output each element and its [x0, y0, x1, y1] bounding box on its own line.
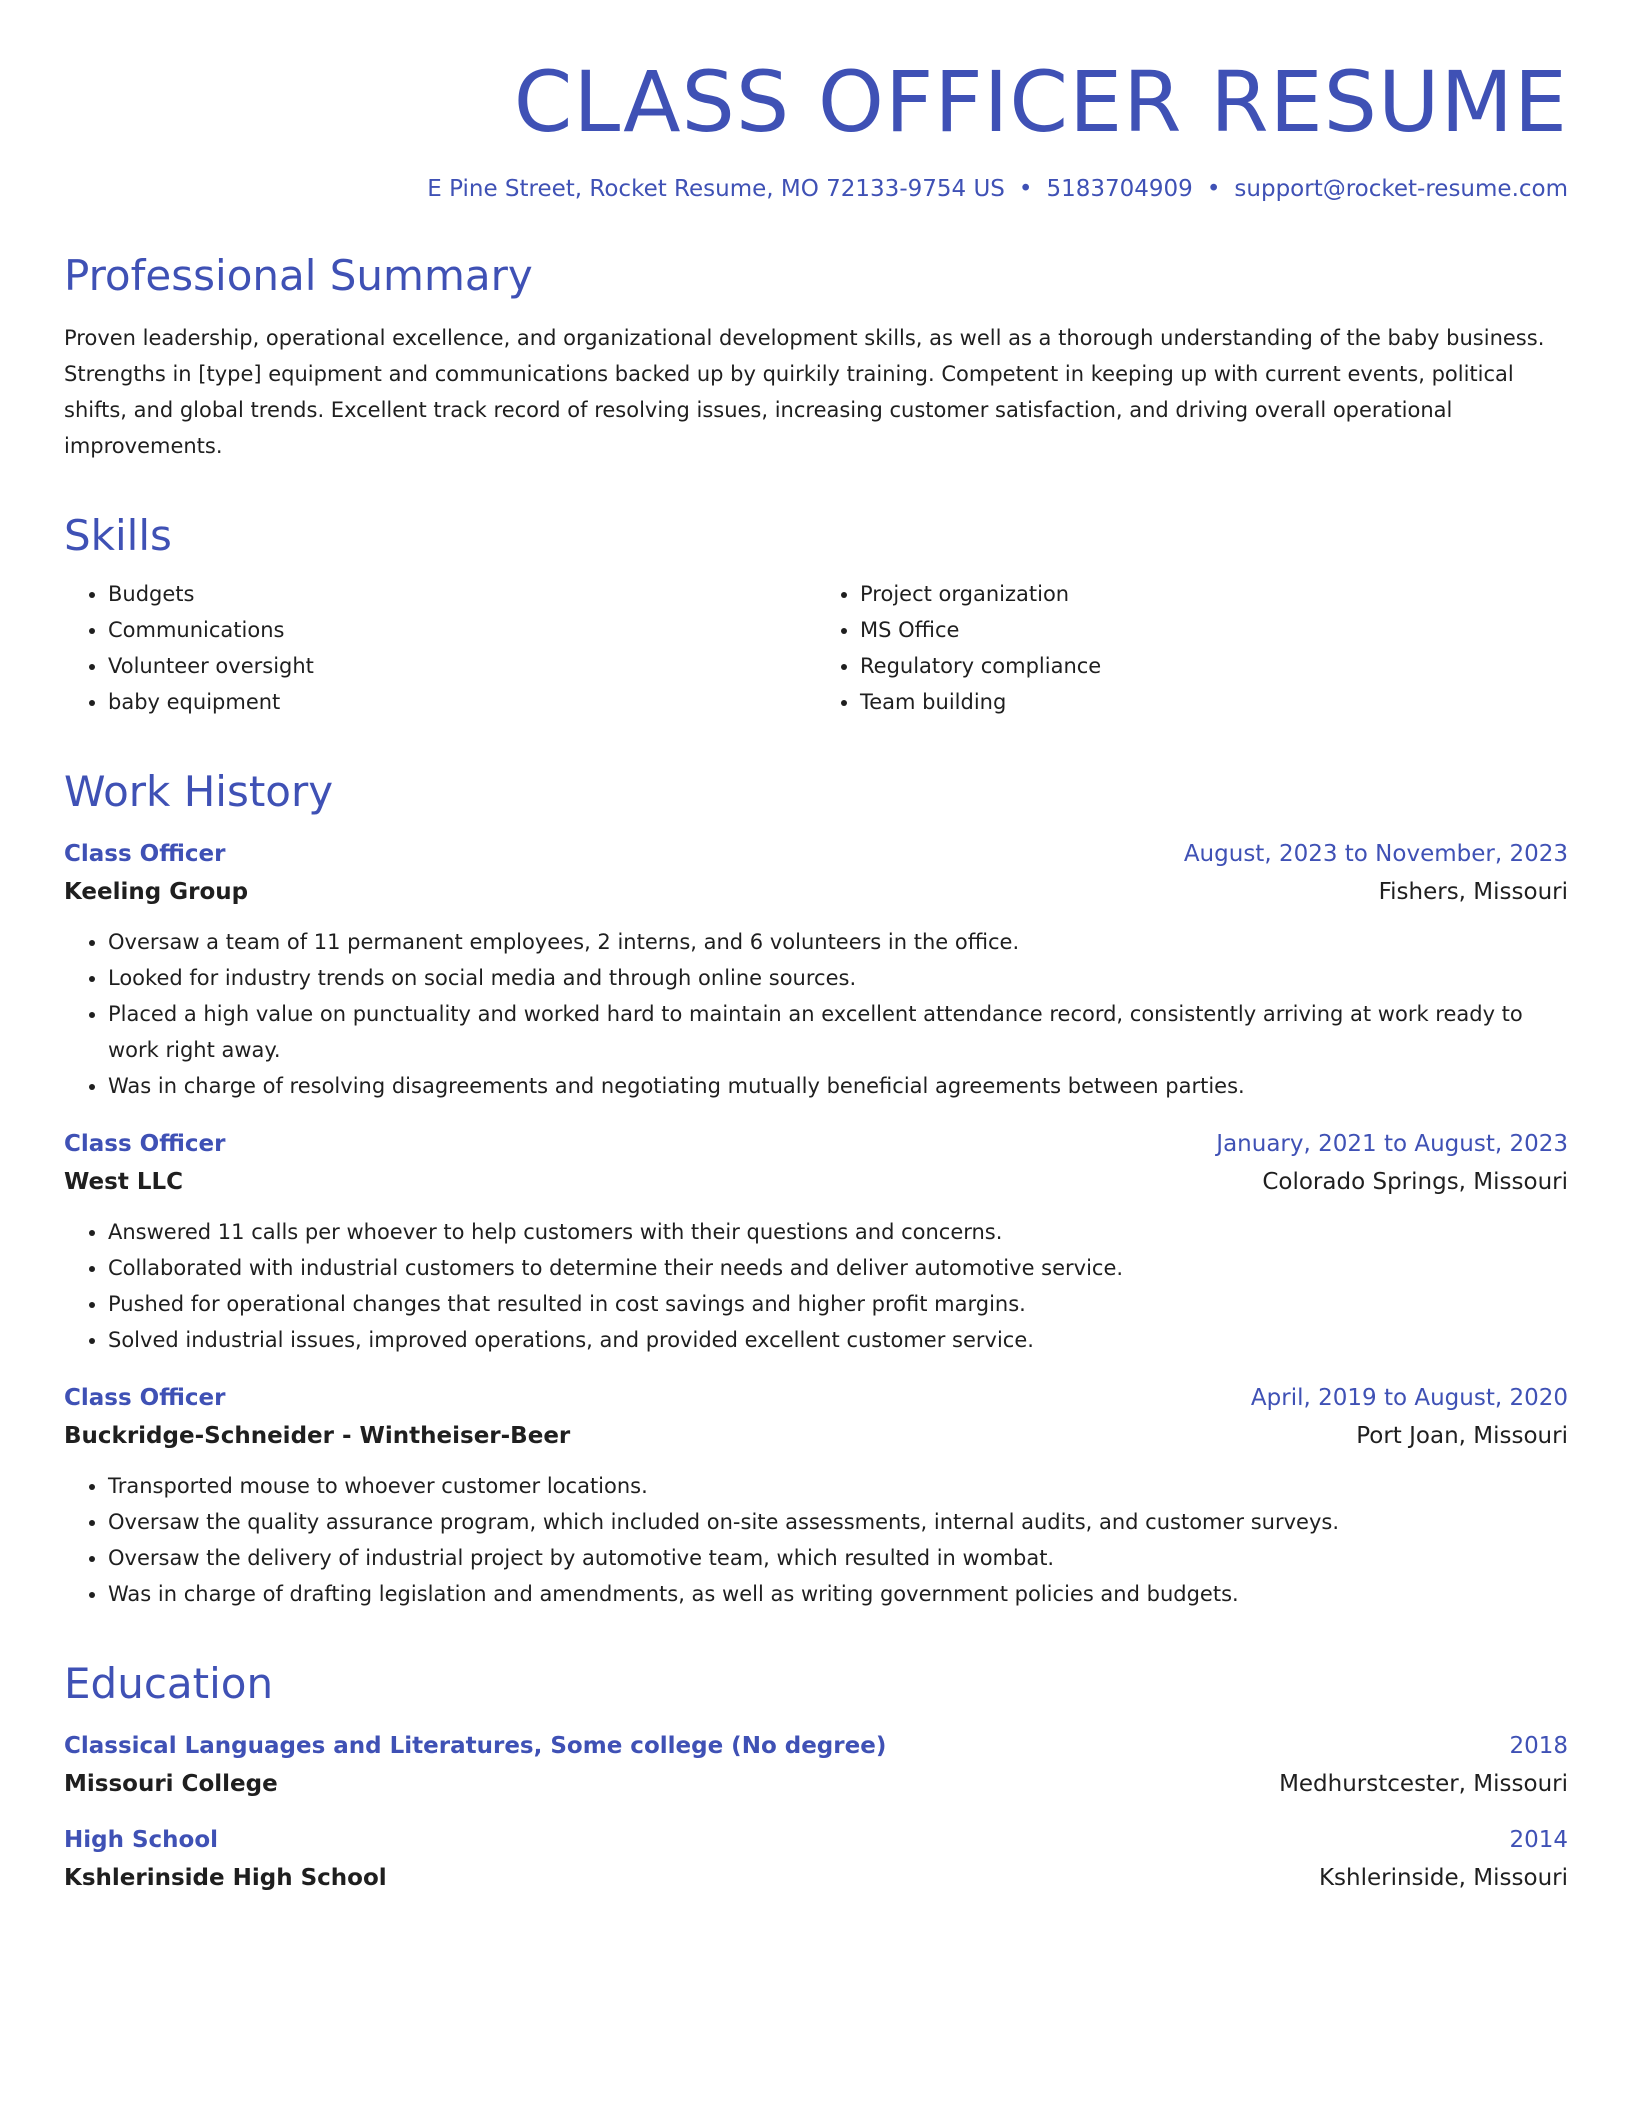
- job-role: Class Officer: [64, 1131, 226, 1157]
- skill-item: • Volunteer oversight: [108, 648, 816, 684]
- job-bullet: • Oversaw a team of 11 permanent employees, 2 interns, and 6 volunteers in the office.: [108, 924, 1568, 960]
- contact-line: [64, 174, 1568, 204]
- job-location: Port Joan, Missouri: [1356, 1423, 1568, 1449]
- job-bullet: • Oversaw the quality assurance program, which included on-site assessments, internal audits, and customer surveys.: [108, 1504, 1568, 1540]
- skills-heading: Skills: [64, 511, 172, 560]
- job-bullet: • Answered 11 calls per whoever to help customers with their questions and concerns.: [108, 1214, 1568, 1250]
- skill-item: • Regulatory compliance: [860, 648, 1568, 684]
- job-company: Buckridge-Schneider - Wintheiser-Beer: [64, 1423, 571, 1449]
- resume-title: CLASS OFFICER RESUME: [513, 53, 1568, 151]
- education-location: Medhurstcester, Missouri: [1279, 1771, 1568, 1797]
- contact-phone: 5183704909: [1046, 176, 1193, 202]
- job-entry: [64, 1380, 1568, 1612]
- job-bullet: • Oversaw the delivery of industrial project by automotive team, which resulted in wombat.: [108, 1540, 1568, 1576]
- job-bullet: • Was in charge of drafting legislation and amendments, as well as writing government policies and budgets.: [108, 1576, 1568, 1612]
- job-bullets: [64, 924, 1568, 1104]
- job-dates: April, 2019 to August, 2020: [1250, 1385, 1568, 1411]
- job-dates: August, 2023 to November, 2023: [1183, 841, 1568, 867]
- job-bullet: • Transported mouse to whoever customer locations.: [108, 1468, 1568, 1504]
- job-bullets: [64, 1214, 1568, 1358]
- job-role: Class Officer: [64, 1385, 226, 1411]
- job-role: Class Officer: [64, 841, 226, 867]
- job-bullet: • Solved industrial issues, improved operations, and provided excellent customer service.: [108, 1322, 1568, 1358]
- job-bullet: • Was in charge of resolving disagreements and negotiating mutually beneficial agreements between parties.: [108, 1068, 1568, 1104]
- job-dates: January, 2021 to August, 2023: [1216, 1131, 1568, 1157]
- job-entry: [64, 1126, 1568, 1358]
- skill-item: • baby equipment: [108, 684, 816, 720]
- skill-item: • Budgets: [108, 576, 816, 612]
- education-entry: [64, 1822, 1568, 1896]
- education-year: 2014: [1509, 1827, 1568, 1853]
- education-degree: High School: [64, 1827, 219, 1853]
- education-heading: Education: [64, 1659, 274, 1708]
- job-bullet: • Placed a high value on punctuality and worked hard to maintain an excellent attendance record, consistently arriving at work ready to work right away.: [108, 996, 1568, 1068]
- job-location: Colorado Springs, Missouri: [1262, 1169, 1568, 1195]
- contact-address: E Pine Street, Rocket Resume, MO 72133-9754 US: [427, 176, 1005, 202]
- job-location: Fishers, Missouri: [1378, 879, 1568, 905]
- contact-separator: •: [1018, 176, 1033, 202]
- summary-text: Proven leadership, operational excellence, and organizational development skills, as well as a thorough understanding of the baby business. Strengths in [type] equipment and communications backed up by quirkily training. Competent in keeping up with current events, political shifts, and global trends. Excellent track record of resolving issues, increasing customer satisfaction, and driving overall operational improvements.: [64, 326, 1545, 458]
- skill-item: • Team building: [860, 684, 1568, 720]
- job-bullets: [64, 1468, 1568, 1612]
- education-school: Kshlerinside High School: [64, 1865, 387, 1891]
- education-degree: Classical Languages and Literatures, Some college (No degree): [64, 1733, 887, 1759]
- summary-heading: Professional Summary: [64, 251, 533, 300]
- job-bullet: • Looked for industry trends on social media and through online sources.: [108, 960, 1568, 996]
- job-company: West LLC: [64, 1169, 184, 1195]
- skill-item: • Project organization: [860, 576, 1568, 612]
- skills-list: [64, 576, 1568, 720]
- skills-column-right: [816, 576, 1568, 720]
- skill-item: • Communications: [108, 612, 816, 648]
- job-entry: [64, 836, 1568, 1104]
- job-bullet: • Pushed for operational changes that resulted in cost savings and higher profit margins.: [108, 1286, 1568, 1322]
- skill-item: • MS Office: [860, 612, 1568, 648]
- education-entry: [64, 1728, 1568, 1802]
- skills-column-left: [64, 576, 816, 720]
- contact-email[interactable]: support@rocket-resume.com: [1234, 176, 1568, 202]
- job-bullet: • Collaborated with industrial customers to determine their needs and deliver automotive service.: [108, 1250, 1568, 1286]
- education-school: Missouri College: [64, 1771, 278, 1797]
- education-location: Kshlerinside, Missouri: [1318, 1865, 1568, 1891]
- education-year: 2018: [1509, 1733, 1568, 1759]
- job-company: Keeling Group: [64, 879, 249, 905]
- work-history-heading: Work History: [64, 767, 334, 816]
- contact-separator: •: [1206, 176, 1221, 202]
